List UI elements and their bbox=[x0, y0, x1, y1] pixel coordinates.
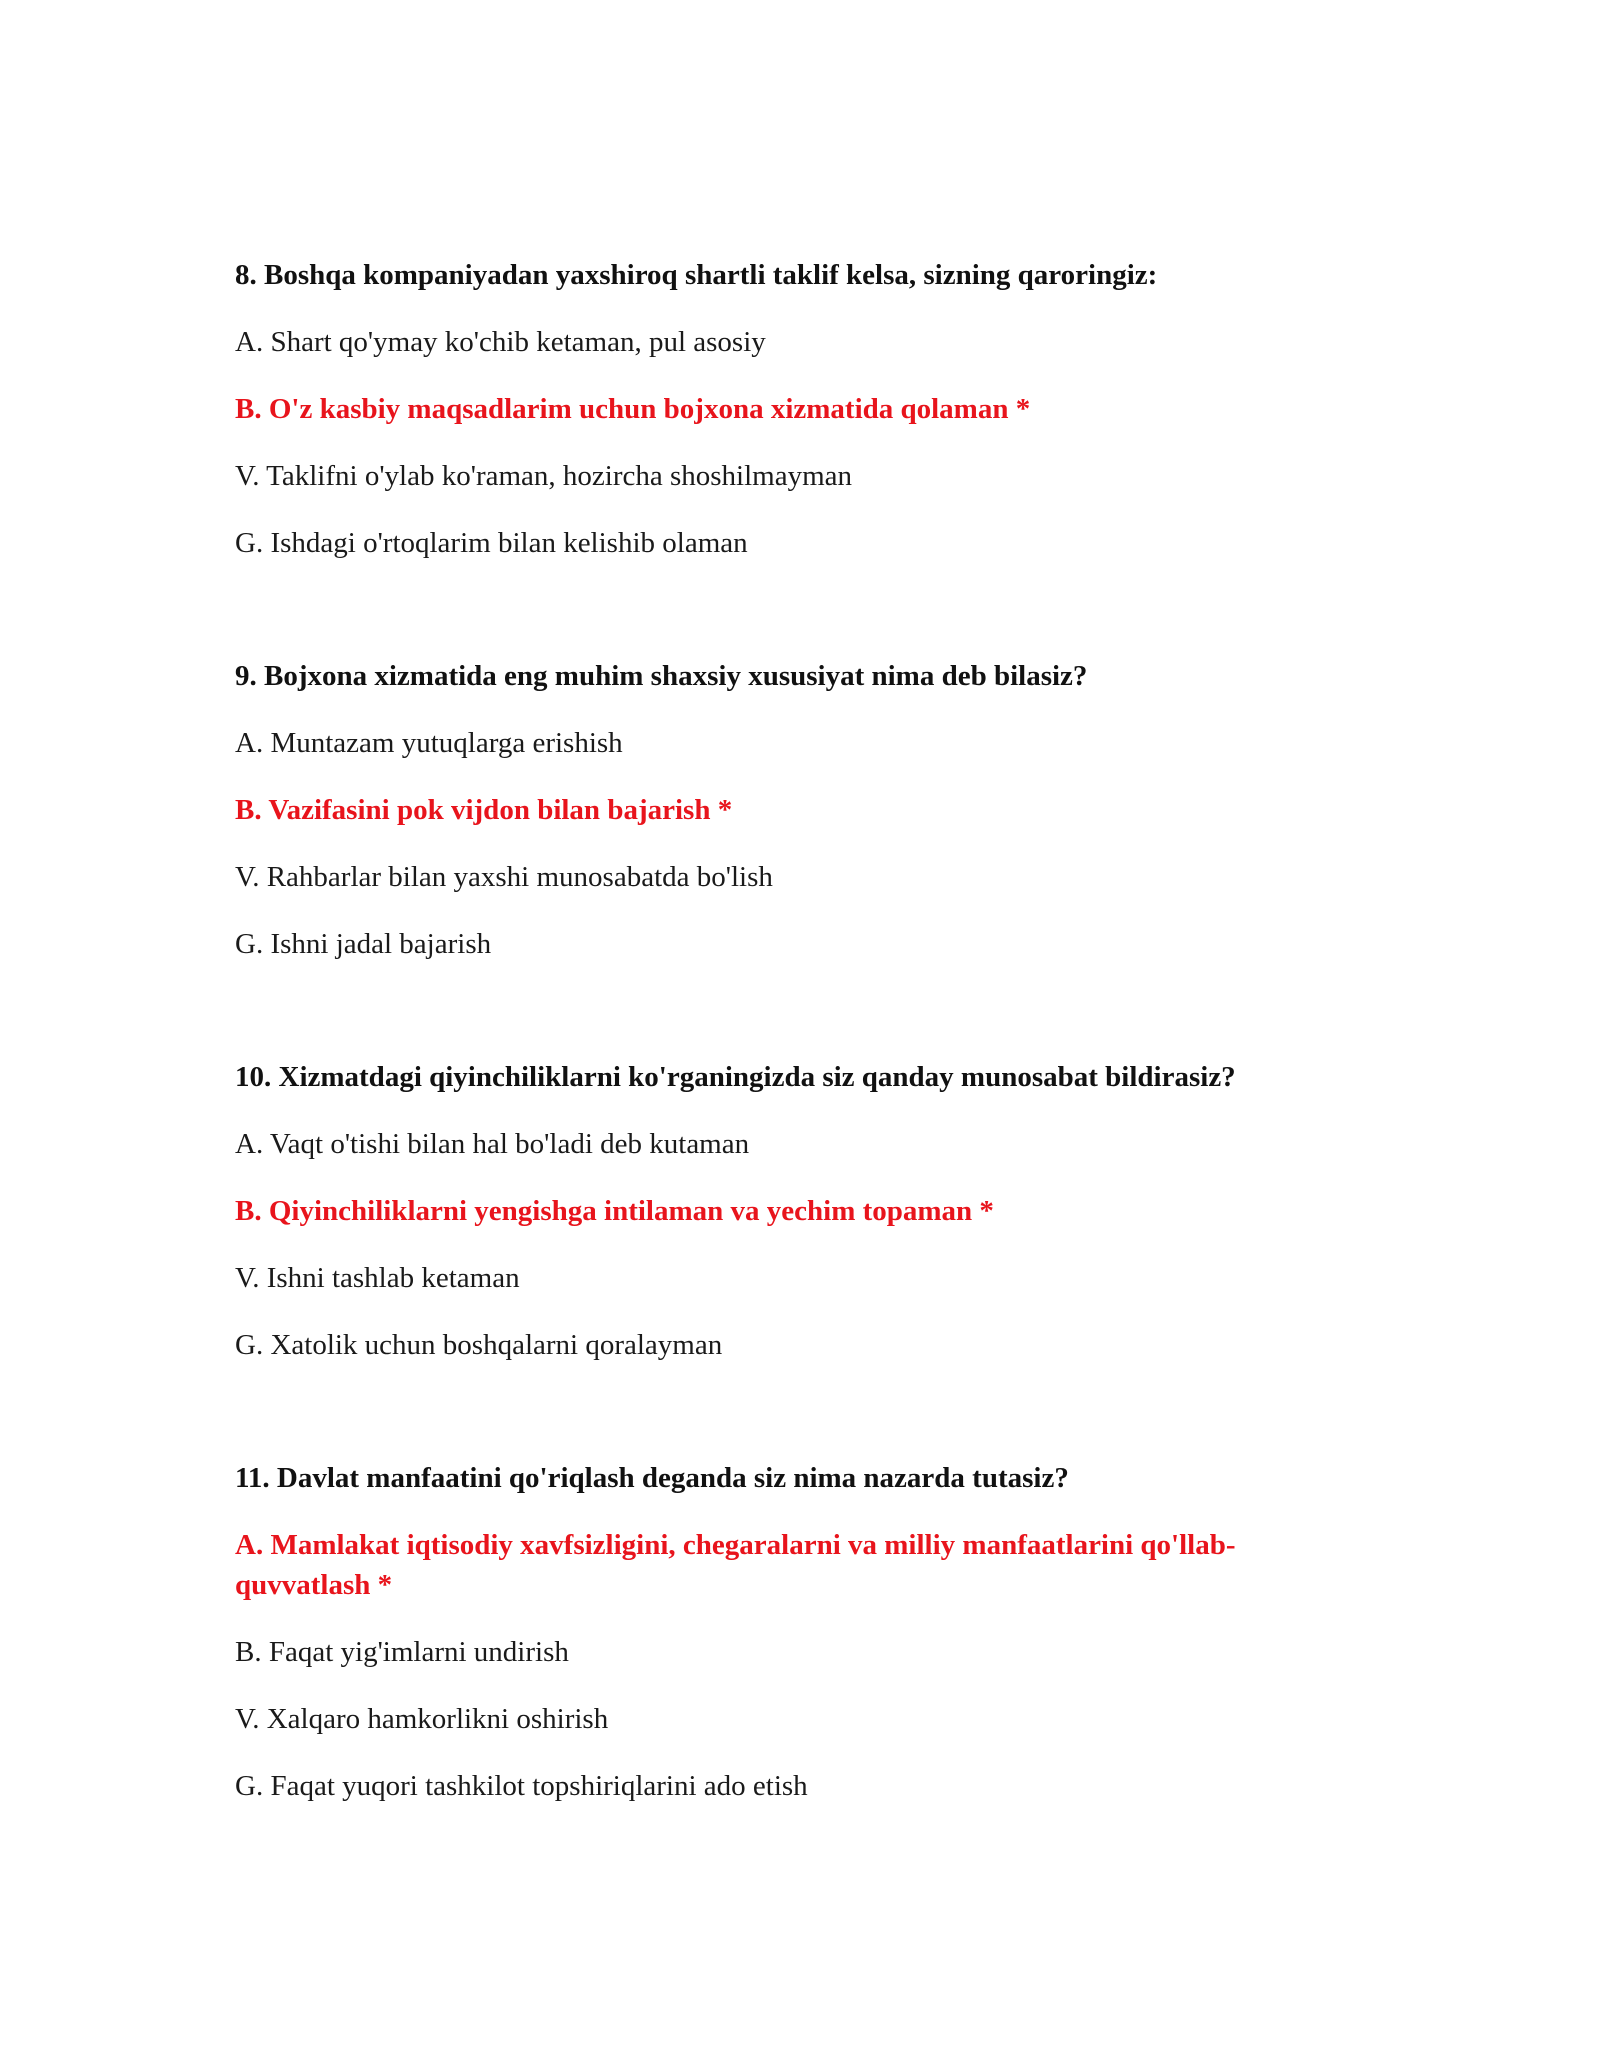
question-9-title: 9. Bojxona xizmatida eng muhim shaxsiy xususiyat nima deb bilasiz? bbox=[235, 660, 1088, 692]
question-10-option-a: A. Vaqt o'tishi bilan hal bo'ladi deb kutaman bbox=[235, 1128, 750, 1160]
question-11-option-b: B. Faqat yig'imlarni undirish bbox=[235, 1636, 569, 1668]
question-8-option-b-correct: B. O'z kasbiy maqsadlarim uchun bojxona xizmatida qolaman * bbox=[235, 393, 1031, 425]
question-9-option-a: A. Muntazam yutuqlarga erishish bbox=[235, 727, 623, 759]
question-10-title: 10. Xizmatdagi qiyinchiliklarni ko'rganingizda siz qanday munosabat bildirasiz? bbox=[235, 1061, 1236, 1093]
question-8-option-v: V. Taklifni o'ylab ko'raman, hozircha shoshilmayman bbox=[235, 460, 853, 492]
question-11-title: 11. Davlat manfaatini qo'riqlash deganda siz nima nazarda tutasiz? bbox=[235, 1462, 1069, 1494]
question-10-option-g: G. Xatolik uchun boshqalarni qoralayman bbox=[235, 1329, 723, 1361]
question-11-option-g: G. Faqat yuqori tashkilot topshiriqlarini ado etish bbox=[235, 1770, 808, 1802]
question-9-option-g: G. Ishni jadal bajarish bbox=[235, 928, 492, 960]
question-10-option-b-correct: B. Qiyinchiliklarni yengishga intilaman va yechim topaman * bbox=[235, 1195, 994, 1227]
question-11-option-v: V. Xalqaro hamkorlikni oshirish bbox=[235, 1703, 609, 1735]
question-9-option-v: V. Rahbarlar bilan yaxshi munosabatda bo'lish bbox=[235, 861, 773, 893]
question-8-title: 8. Boshqa kompaniyadan yaxshiroq shartli taklif kelsa, sizning qaroringiz: bbox=[235, 259, 1158, 291]
question-10-option-v: V. Ishni tashlab ketaman bbox=[235, 1262, 520, 1294]
question-11-option-a-correct: A. Mamlakat iqtisodiy xavfsizligini, chegaralarni va milliy manfaatlarini qo'llab-quvvatlash * bbox=[235, 1529, 1236, 1601]
question-9-option-b-correct: B. Vazifasini pok vijdon bilan bajarish * bbox=[235, 794, 733, 826]
question-8-option-g: G. Ishdagi o'rtoqlarim bilan kelishib olaman bbox=[235, 527, 748, 559]
question-8-option-a: A. Shart qo'ymay ko'chib ketaman, pul asosiy bbox=[235, 326, 766, 358]
